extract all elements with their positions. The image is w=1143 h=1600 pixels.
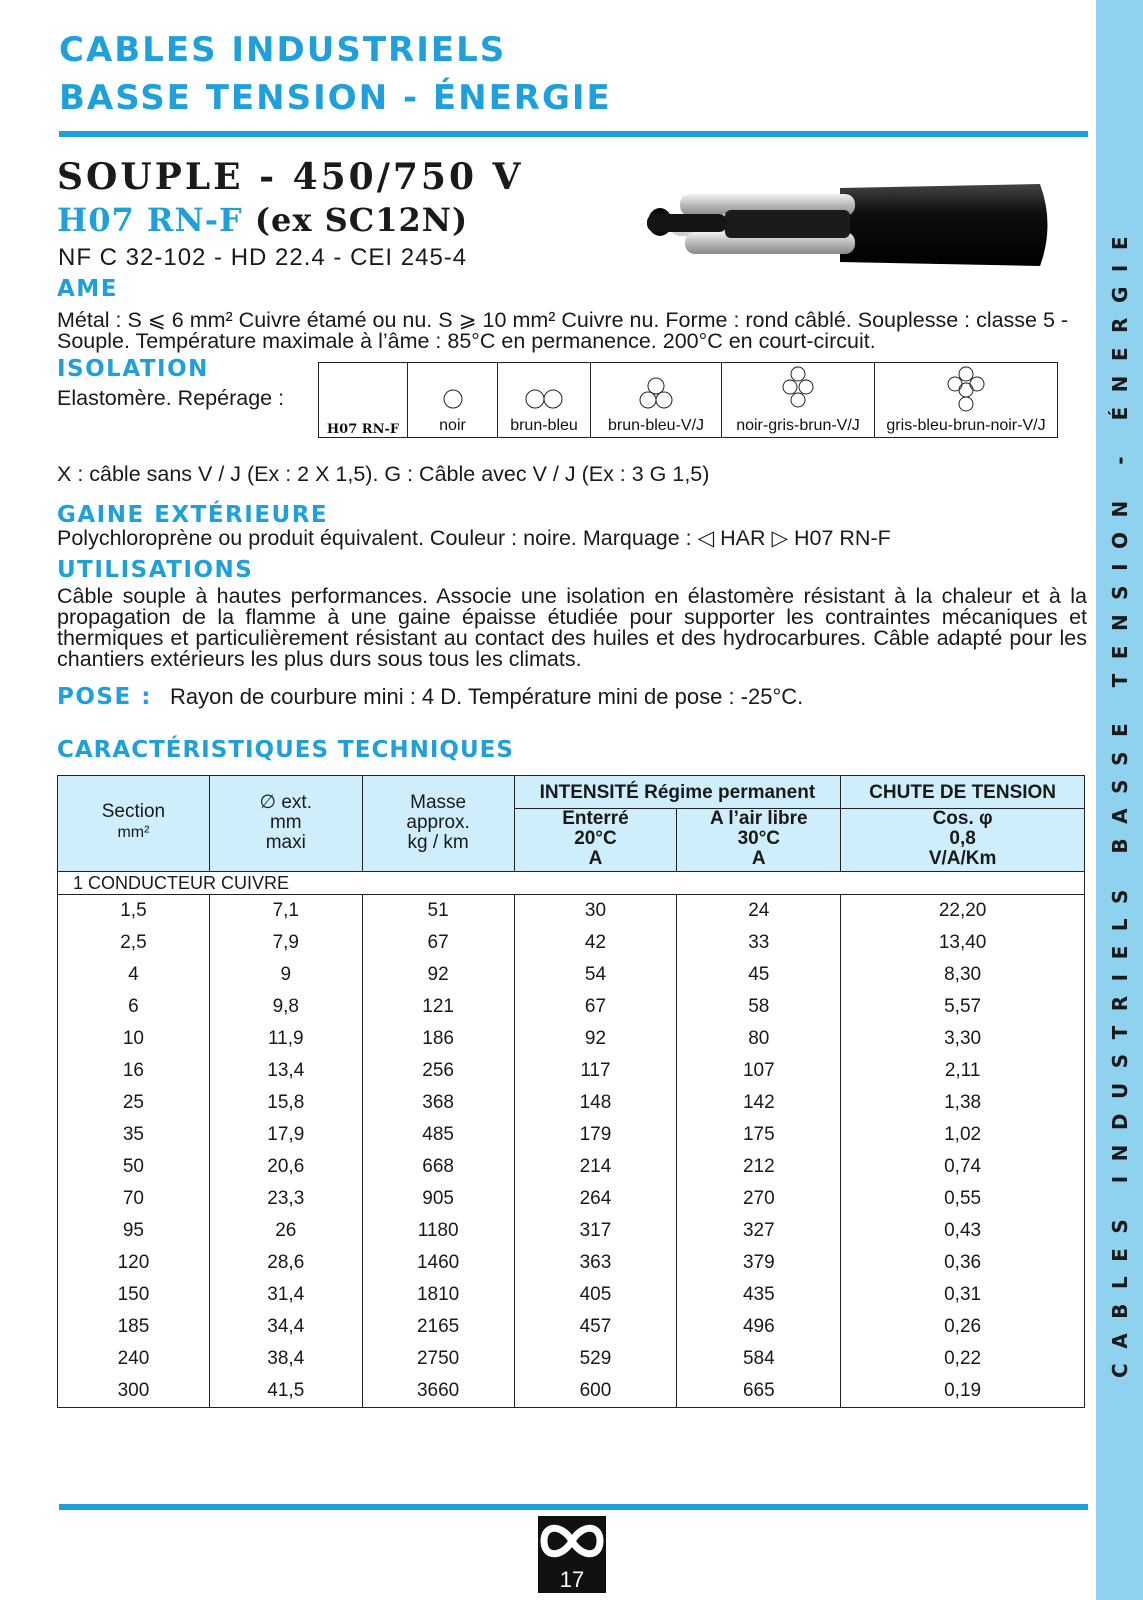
pose-row bbox=[57, 684, 803, 710]
cell-section: 6 bbox=[58, 991, 210, 1023]
cell-cos-phi: 0,26 bbox=[841, 1311, 1085, 1343]
cell-cos-phi: 22,20 bbox=[841, 895, 1085, 928]
cell-diameter: 38,4 bbox=[209, 1343, 362, 1375]
cell-section: 2,5 bbox=[58, 927, 210, 959]
col-section-label: Section bbox=[101, 801, 166, 822]
cell-free-air: 45 bbox=[677, 959, 841, 991]
cell-free-air: 270 bbox=[677, 1183, 841, 1215]
cell-mass: 67 bbox=[362, 927, 514, 959]
cell-section: 150 bbox=[58, 1279, 210, 1311]
cell-diameter: 34,4 bbox=[209, 1311, 362, 1343]
iso-core-4-label: noir-gris-brun-V/J bbox=[736, 417, 860, 434]
cell-free-air: 80 bbox=[677, 1023, 841, 1055]
page-title-line2: BASSE TENSION - ÉNERGIE bbox=[59, 78, 612, 118]
iso-core-1-label: noir bbox=[439, 417, 466, 434]
cell-diameter: 7,1 bbox=[209, 895, 362, 928]
cell-mass: 1810 bbox=[362, 1279, 514, 1311]
three-core-icon bbox=[634, 374, 678, 414]
cell-buried: 67 bbox=[514, 991, 677, 1023]
product-standards: NF C 32-102 - HD 22.4 - CEI 245-4 bbox=[58, 244, 468, 271]
footer-rule bbox=[59, 1504, 1088, 1510]
cell-buried: 42 bbox=[514, 927, 677, 959]
cell-free-air: 24 bbox=[677, 895, 841, 928]
cell-section: 10 bbox=[58, 1023, 210, 1055]
cell-diameter: 23,3 bbox=[209, 1183, 362, 1215]
isolation-heading: ISOLATION bbox=[57, 356, 209, 382]
iso-core-2 bbox=[498, 363, 591, 438]
table-row bbox=[58, 1023, 1085, 1055]
cell-mass: 3660 bbox=[362, 1375, 514, 1408]
two-core-icon bbox=[522, 384, 566, 414]
col-diameter-l1: ∅ ext. bbox=[259, 791, 312, 813]
cell-cos-phi: 0,22 bbox=[841, 1343, 1085, 1375]
cell-section: 240 bbox=[58, 1343, 210, 1375]
cell-section: 35 bbox=[58, 1119, 210, 1151]
cell-free-air: 175 bbox=[677, 1119, 841, 1151]
table-row bbox=[58, 1343, 1085, 1375]
cell-diameter: 9 bbox=[209, 959, 362, 991]
cell-section: 25 bbox=[58, 1087, 210, 1119]
page-number: 17 bbox=[559, 1567, 585, 1592]
table-row bbox=[58, 991, 1085, 1023]
utilisations-heading: UTILISATIONS bbox=[57, 557, 254, 583]
cell-cos-phi: 0,36 bbox=[841, 1247, 1085, 1279]
table-row bbox=[58, 1279, 1085, 1311]
cell-diameter: 31,4 bbox=[209, 1279, 362, 1311]
gaine-text: Polychloroprène ou produit équivalent. Couleur : noire. Marquage : ◁ HAR ▷ H07 RN-F bbox=[57, 526, 891, 550]
cell-cos-phi: 0,55 bbox=[841, 1183, 1085, 1215]
cell-diameter: 13,4 bbox=[209, 1055, 362, 1087]
product-voltage-title: SOUPLE - 450/750 V bbox=[57, 156, 524, 198]
iso-core-4 bbox=[722, 363, 875, 438]
cell-mass: 485 bbox=[362, 1119, 514, 1151]
page-title bbox=[59, 26, 612, 122]
col-buried-header bbox=[514, 809, 677, 872]
cell-diameter: 9,8 bbox=[209, 991, 362, 1023]
col-diameter-header bbox=[209, 776, 362, 872]
cell-free-air: 584 bbox=[677, 1343, 841, 1375]
core-identification-table bbox=[318, 362, 1058, 438]
table-row bbox=[58, 1087, 1085, 1119]
cell-free-air: 379 bbox=[677, 1247, 841, 1279]
cell-buried: 264 bbox=[514, 1183, 677, 1215]
cell-mass: 2750 bbox=[362, 1343, 514, 1375]
col-cos-phi-l2: 0,8 bbox=[949, 828, 976, 849]
col-section-unit: mm² bbox=[117, 824, 150, 841]
cell-buried: 214 bbox=[514, 1151, 677, 1183]
cell-section: 300 bbox=[58, 1375, 210, 1408]
cell-buried: 30 bbox=[514, 895, 677, 928]
characteristics-table bbox=[57, 775, 1085, 1408]
table-row bbox=[58, 1247, 1085, 1279]
col-mass-l3: kg / km bbox=[407, 831, 469, 853]
table-row bbox=[58, 1119, 1085, 1151]
isolation-note: X : câble sans V / J (Ex : 2 X 1,5). G : Câble avec V / J (Ex : 3 G 1,5) bbox=[57, 462, 710, 486]
page-title-line1: CABLES INDUSTRIELS bbox=[59, 30, 507, 70]
col-cos-phi-l3: V/A/Km bbox=[928, 848, 997, 869]
cell-buried: 179 bbox=[514, 1119, 677, 1151]
col-buried-l2: 20°C bbox=[574, 828, 617, 849]
cell-cos-phi: 1,02 bbox=[841, 1119, 1085, 1151]
cell-mass: 668 bbox=[362, 1151, 514, 1183]
cell-cos-phi: 0,43 bbox=[841, 1215, 1085, 1247]
cell-section: 1,5 bbox=[58, 895, 210, 928]
cell-cos-phi: 1,38 bbox=[841, 1087, 1085, 1119]
cell-cos-phi: 0,19 bbox=[841, 1375, 1085, 1408]
cell-diameter: 15,8 bbox=[209, 1087, 362, 1119]
header-rule bbox=[59, 131, 1088, 137]
product-old-code: (ex SC12N) bbox=[254, 201, 469, 239]
col-free-air-l1: A l’air libre bbox=[710, 808, 808, 829]
table-row bbox=[58, 1151, 1085, 1183]
cell-free-air: 107 bbox=[677, 1055, 841, 1087]
table-row bbox=[58, 1183, 1085, 1215]
col-intensity-group-header: INTENSITÉ Régime permanent bbox=[514, 776, 841, 809]
cell-diameter: 26 bbox=[209, 1215, 362, 1247]
col-mass-l1: Masse bbox=[410, 791, 467, 813]
cell-free-air: 142 bbox=[677, 1087, 841, 1119]
cell-buried: 117 bbox=[514, 1055, 677, 1087]
product-code: H07 RN-F bbox=[57, 201, 243, 239]
col-mass-l2: approx. bbox=[406, 811, 470, 833]
cell-free-air: 33 bbox=[677, 927, 841, 959]
iso-table-label: H07 RN-F bbox=[319, 363, 408, 438]
cell-buried: 457 bbox=[514, 1311, 677, 1343]
cell-diameter: 7,9 bbox=[209, 927, 362, 959]
cell-diameter: 11,9 bbox=[209, 1023, 362, 1055]
col-voltage-drop-group-header: CHUTE DE TENSION bbox=[841, 776, 1085, 809]
cell-mass: 186 bbox=[362, 1023, 514, 1055]
iso-core-3 bbox=[591, 363, 722, 438]
table-row bbox=[58, 1311, 1085, 1343]
four-core-icon bbox=[778, 366, 818, 414]
cell-cos-phi: 13,40 bbox=[841, 927, 1085, 959]
cell-buried: 92 bbox=[514, 1023, 677, 1055]
cell-free-air: 496 bbox=[677, 1311, 841, 1343]
cell-section: 185 bbox=[58, 1311, 210, 1343]
cable-photo bbox=[625, 180, 1055, 270]
col-free-air-l2: 30°C bbox=[737, 828, 781, 849]
one-core-icon bbox=[438, 384, 468, 414]
cell-free-air: 58 bbox=[677, 991, 841, 1023]
table-row bbox=[58, 927, 1085, 959]
cell-mass: 121 bbox=[362, 991, 514, 1023]
cell-diameter: 20,6 bbox=[209, 1151, 362, 1183]
cell-free-air: 327 bbox=[677, 1215, 841, 1247]
ame-heading: AME bbox=[57, 276, 118, 302]
product-code-title bbox=[57, 201, 468, 239]
cell-diameter: 41,5 bbox=[209, 1375, 362, 1408]
cell-mass: 368 bbox=[362, 1087, 514, 1119]
col-buried-l1: Enterré bbox=[562, 808, 629, 829]
col-cos-phi-header bbox=[841, 809, 1085, 872]
col-buried-l3: A bbox=[588, 848, 603, 869]
col-cos-phi-l1: Cos. φ bbox=[932, 808, 993, 829]
cell-cos-phi: 8,30 bbox=[841, 959, 1085, 991]
cell-cos-phi: 3,30 bbox=[841, 1023, 1085, 1055]
iso-core-5 bbox=[875, 363, 1058, 438]
cell-section: 120 bbox=[58, 1247, 210, 1279]
iso-core-1 bbox=[408, 363, 498, 438]
ame-text: Métal : S ⩽ 6 mm² Cuivre étamé ou nu. S ⩾ 10 mm² Cuivre nu. Forme : rond câblé. Souplesse : classe 5 - Souple. Température maximale à l’âme : 85°C en permanence. 200°C en court-circuit. bbox=[57, 308, 1069, 353]
table-group-row bbox=[58, 872, 1085, 895]
cell-section: 4 bbox=[58, 959, 210, 991]
cell-buried: 529 bbox=[514, 1343, 677, 1375]
table-row bbox=[58, 895, 1085, 928]
col-diameter-l2: mm bbox=[269, 811, 302, 833]
isolation-text: Elastomère. Repérage : bbox=[57, 386, 285, 410]
cell-cos-phi: 5,57 bbox=[841, 991, 1085, 1023]
pose-text: Rayon de courbure mini : 4 D. Température mini de pose : -25°C. bbox=[170, 684, 804, 709]
table-row bbox=[58, 1215, 1085, 1247]
col-free-air-l3: A bbox=[751, 848, 766, 869]
table-row bbox=[58, 1375, 1085, 1408]
table-group-label: 1 CONDUCTEUR CUIVRE bbox=[58, 872, 1085, 895]
table-row bbox=[58, 959, 1085, 991]
cell-mass: 2165 bbox=[362, 1311, 514, 1343]
cell-section: 70 bbox=[58, 1183, 210, 1215]
cell-cos-phi: 0,31 bbox=[841, 1279, 1085, 1311]
gaine-heading: GAINE EXTÉRIEURE bbox=[57, 502, 329, 528]
cell-buried: 317 bbox=[514, 1215, 677, 1247]
cell-section: 95 bbox=[58, 1215, 210, 1247]
cell-mass: 256 bbox=[362, 1055, 514, 1087]
cell-diameter: 28,6 bbox=[209, 1247, 362, 1279]
col-diameter-l3: maxi bbox=[265, 831, 306, 853]
cell-buried: 54 bbox=[514, 959, 677, 991]
cell-cos-phi: 2,11 bbox=[841, 1055, 1085, 1087]
col-free-air-header bbox=[677, 809, 841, 872]
cell-mass: 1460 bbox=[362, 1247, 514, 1279]
cell-cos-phi: 0,74 bbox=[841, 1151, 1085, 1183]
cell-mass: 1180 bbox=[362, 1215, 514, 1247]
cell-free-air: 212 bbox=[677, 1151, 841, 1183]
cell-buried: 600 bbox=[514, 1375, 677, 1408]
cell-mass: 51 bbox=[362, 895, 514, 928]
iso-core-2-label: brun-bleu bbox=[510, 417, 578, 434]
cell-mass: 905 bbox=[362, 1183, 514, 1215]
sidebar-title-text: CABLES INDUSTRIELS BASSE TENSION - ÉNERGIE bbox=[1108, 222, 1132, 1378]
table-row bbox=[58, 1055, 1085, 1087]
iso-core-3-label: brun-bleu-V/J bbox=[607, 417, 705, 434]
cell-mass: 92 bbox=[362, 959, 514, 991]
cell-section: 16 bbox=[58, 1055, 210, 1087]
cell-free-air: 665 bbox=[677, 1375, 841, 1408]
cell-buried: 148 bbox=[514, 1087, 677, 1119]
cell-buried: 405 bbox=[514, 1279, 677, 1311]
cell-section: 50 bbox=[58, 1151, 210, 1183]
tech-title: CARACTÉRISTIQUES TECHNIQUES bbox=[57, 737, 514, 763]
cell-buried: 363 bbox=[514, 1247, 677, 1279]
utilisations-text: Câble souple à hautes performances. Associe une isolation en élastomère résistant à la chaleur et à la propagation de la flamme à une gaine épaisse étudiée pour supporter les contraintes mécaniques et thermiques et particulièrement résistant au contact des huiles et des hydrocarbures. Câble adapté pour les chantiers extérieurs les plus durs sous tous les climats. bbox=[57, 584, 1087, 671]
five-core-icon bbox=[944, 366, 988, 414]
pose-heading: POSE : bbox=[57, 684, 152, 710]
cell-free-air: 435 bbox=[677, 1279, 841, 1311]
infinity-logo-icon bbox=[538, 1516, 606, 1566]
cell-diameter: 17,9 bbox=[209, 1119, 362, 1151]
col-section-header bbox=[58, 776, 210, 872]
col-mass-header bbox=[362, 776, 514, 872]
iso-core-5-label: gris-bleu-brun-noir-V/J bbox=[886, 417, 1046, 434]
characteristics-table-body bbox=[58, 872, 1085, 1408]
